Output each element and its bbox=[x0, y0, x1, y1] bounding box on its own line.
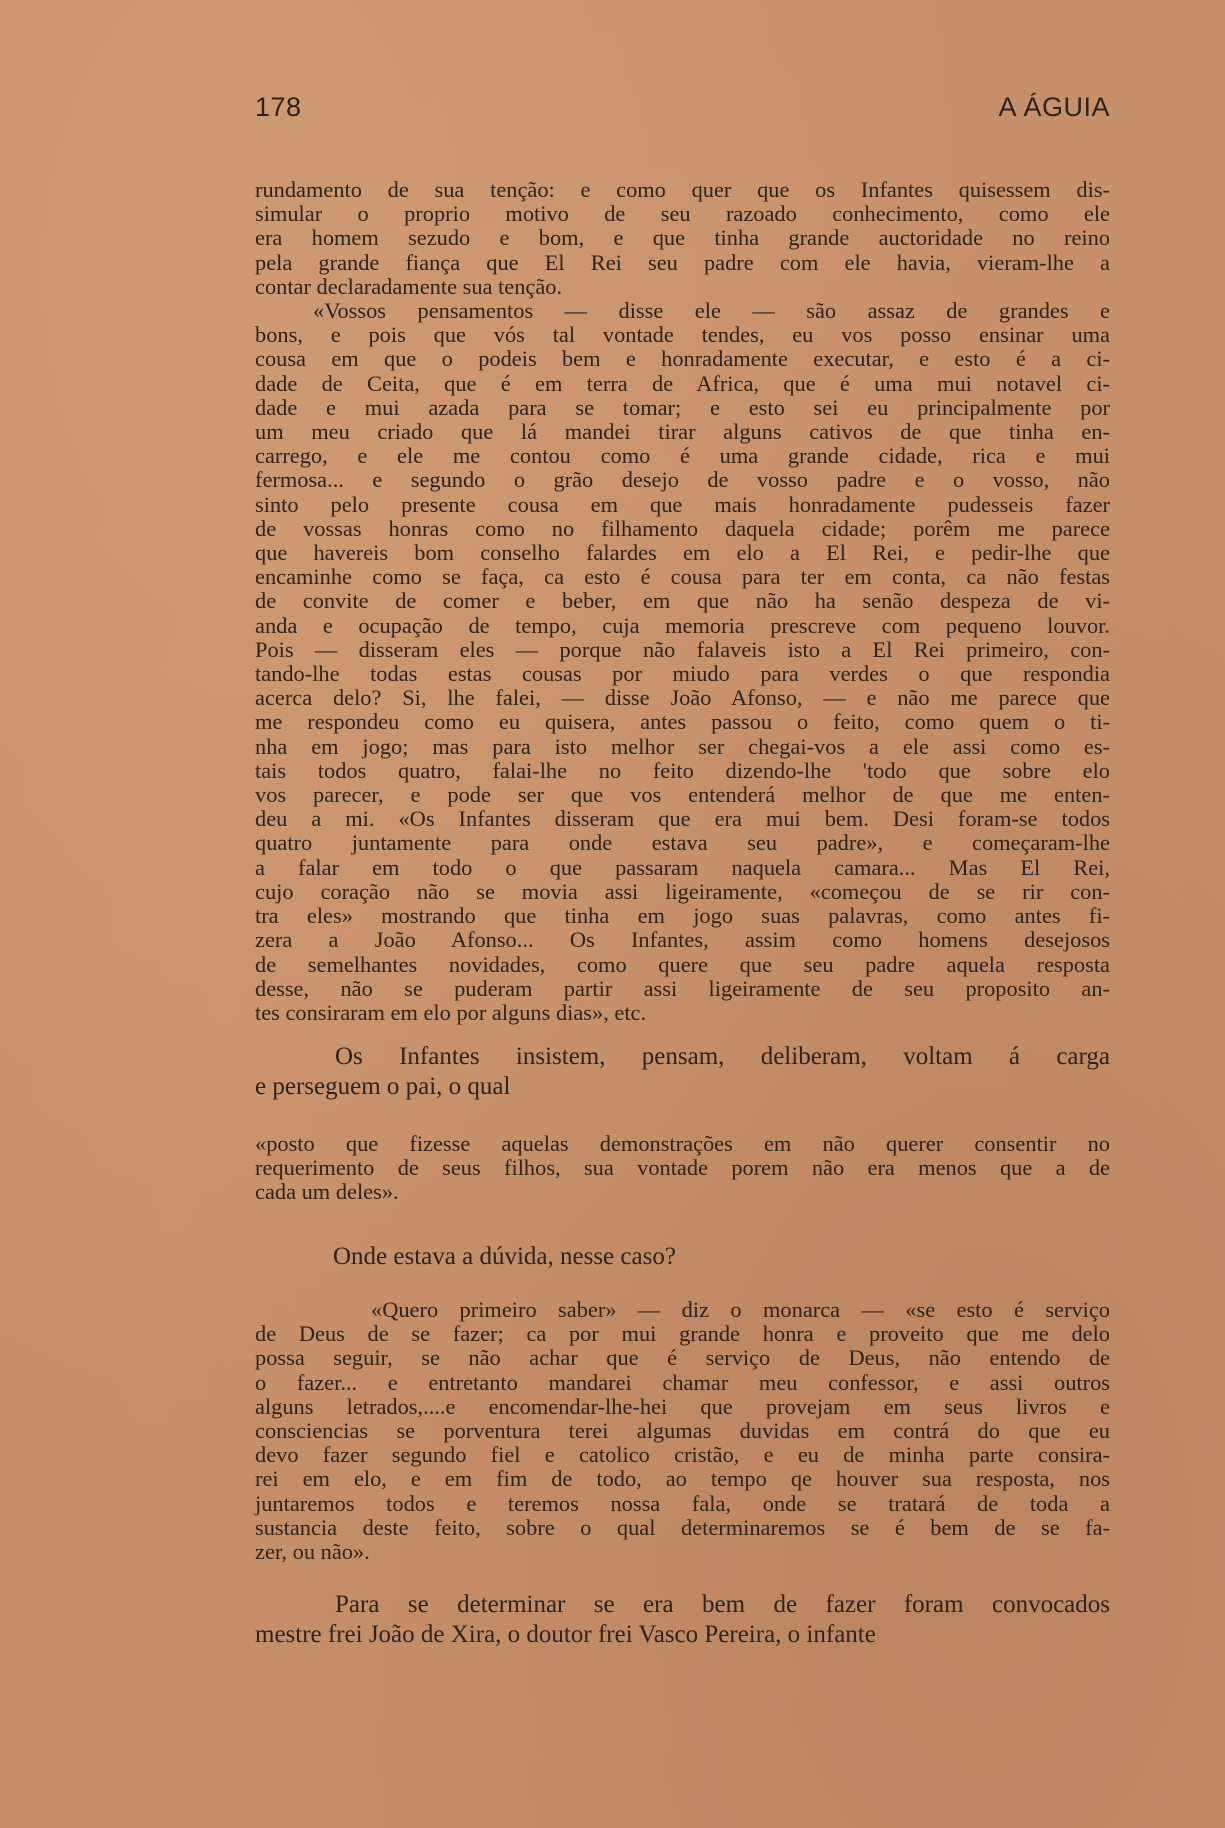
text-line: dade e mui azada para se tomar; e esto sei eu principalmente por bbox=[255, 394, 1110, 420]
text-line: «posto que fizesse aquelas demonstrações em não querer consentir no bbox=[255, 1131, 1110, 1156]
text-line: tando-lhe todas estas cousas por miudo para verdes o que respondia bbox=[255, 661, 1110, 687]
text-line: dade de Ceita, que é em terra de Africa, que é uma mui notavel ci- bbox=[255, 370, 1110, 396]
text-line: simular o proprio motivo de seu razoado conhecimento, como ele bbox=[255, 201, 1110, 227]
text-line: de vossas honras como no filhamento daquela cidade; porêm me parece bbox=[255, 515, 1110, 541]
text-line: que havereis bom conselho falardes em elo a El Rei, e pedir-lhe que bbox=[255, 540, 1110, 566]
text-line: quatro juntamente para onde estava seu padre», e começaram-lhe bbox=[255, 830, 1110, 856]
page-number: 178 bbox=[255, 92, 302, 122]
text-line: sustancia deste feito, sobre o qual determinaremos se é bem de se fa- bbox=[255, 1514, 1110, 1540]
text-line: de semelhantes novidades, como quere que seu padre aquela resposta bbox=[255, 951, 1110, 977]
text-line: sinto pelo presente cousa em que mais honradamente pudesseis fazer bbox=[255, 491, 1110, 517]
text-line: tais todos quatro, falai-lhe no feito dizendo-lhe 'todo que sobre elo bbox=[255, 757, 1110, 783]
running-title: A ÁGUIA bbox=[998, 92, 1110, 122]
text-line: tra eles» mostrando que tinha em jogo suas palavras, como antes fi- bbox=[255, 903, 1110, 929]
text-line: juntaremos todos e teremos nossa fala, onde se tratará de toda a bbox=[255, 1490, 1110, 1516]
text-line: zera a João Afonso... Os Infantes, assim como homens desejosos bbox=[255, 927, 1110, 953]
quote-block-2 bbox=[255, 1132, 1110, 1205]
quote-paragraph-3 bbox=[255, 1298, 1110, 1564]
text-line: alguns letrados,....e encomendar-lhe-hei que provejam em seus livros e bbox=[255, 1393, 1110, 1419]
text-line: bons, e pois que vós tal vontade tendes, eu vos posso ensinar uma bbox=[255, 322, 1110, 348]
text-line: um meu criado que lá mandei tirar alguns cativos de que tinha en- bbox=[255, 419, 1110, 445]
text-line: requerimento de seus filhos, sua vontade porem não era menos que a de bbox=[255, 1155, 1110, 1181]
text-line: devo fazer segundo fiel e catolico cristão, e eu de minha parte consira- bbox=[255, 1442, 1110, 1468]
text-line: era homem sezudo e bom, e que tinha grande auctoridade no reino bbox=[255, 225, 1110, 251]
text-line: fermosa... e segundo o grão desejo de vosso padre e o vosso, não bbox=[255, 467, 1110, 493]
body-paragraph-4 bbox=[255, 1590, 1110, 1650]
text-line: «Quero primeiro saber» — diz o monarca — «se esto é serviço bbox=[371, 1297, 1110, 1322]
text-line: zer, ou não». bbox=[255, 1539, 370, 1565]
text-line: de convite de comer e beber, em que não ha senão despeza de vi- bbox=[255, 588, 1110, 614]
text-line: Os Infantes insistem, pensam, deliberam, voltam á carga bbox=[335, 1043, 1110, 1070]
text-line: «Vossos pensamentos — disse ele — são assaz de grandes e bbox=[313, 298, 1110, 324]
text-line: de Deus de se fazer; ca por mui grande honra e proveito que me delo bbox=[255, 1321, 1110, 1347]
body-paragraph-2 bbox=[255, 1042, 1110, 1102]
text-line: rei em elo, e em fim de todo, ao tempo qe houver sua resposta, nos bbox=[255, 1466, 1110, 1492]
text-line: pela grande fiança que El Rei seu padre com ele havia, vieram-lhe a bbox=[255, 249, 1110, 275]
text-line: a falar em todo o que passaram naquela camara... Mas El Rei, bbox=[255, 854, 1110, 880]
narrative-paragraph-2 bbox=[255, 1242, 1110, 1272]
text-line: cada um deles». bbox=[255, 1179, 399, 1205]
text-line: cousa em que o podeis bem e honradamente executar, e esto é a ci- bbox=[255, 346, 1110, 372]
text-line: Para se determinar se era bem de fazer foram convocados bbox=[335, 1591, 1110, 1618]
text-line: nha em jogo; mas para isto melhor ser chegai-vos a ele assi como es- bbox=[255, 733, 1110, 759]
text-line: possa seguir, se não achar que é serviço de Deus, não entendo de bbox=[255, 1345, 1110, 1371]
text-line: rundamento de sua tenção: e como quer que os Infantes quisessem dis- bbox=[255, 177, 1110, 202]
text-line: encaminhe como se faça, ca esto é cousa para ter em conta, ca não festas bbox=[255, 564, 1110, 590]
text-line: desse, não se puderam partir assi ligeiramente de seu proposito an- bbox=[255, 975, 1110, 1001]
text-line: deu a mi. «Os Infantes disseram que era mui bem. Desi foram-se todos bbox=[255, 806, 1110, 832]
text-line: carrego, e ele me contou como é uma grande cidade, rica e mui bbox=[255, 443, 1110, 469]
text-line: contar declaradamente sua tenção. bbox=[255, 273, 563, 299]
body-paragraph-3 bbox=[255, 1242, 1110, 1272]
page-header bbox=[255, 92, 1110, 132]
text-line: e perseguem o pai, o qual bbox=[255, 1073, 511, 1100]
text-line: Onde estava a dúvida, nesse caso? bbox=[333, 1243, 676, 1270]
text-line: consciencias se porventura terei algumas duvidas em contrá do que eu bbox=[255, 1418, 1110, 1444]
quote-paragraph-2 bbox=[255, 1132, 1110, 1205]
text-line: anda e ocupação de tempo, cuja memoria prescreve com pequeno louvor. bbox=[255, 612, 1110, 638]
text-line: mestre frei João de Xira, o doutor frei Vasco Pereira, o infante bbox=[255, 1621, 876, 1648]
quote-block-3 bbox=[255, 1298, 1110, 1564]
quote-paragraph-1 bbox=[255, 178, 1110, 1025]
text-line: acerca delo? Si, lhe falei, — disse João Afonso, — e não me parece que bbox=[255, 685, 1110, 711]
text-line: tes consiraram em elo por alguns dias», etc. bbox=[255, 999, 647, 1025]
narrative-paragraph-1 bbox=[255, 1042, 1110, 1102]
text-line: cujo coração não se movia assi ligeiramente, «começou de se rir con- bbox=[255, 878, 1110, 904]
quote-block-1 bbox=[255, 178, 1110, 1025]
text-line: o fazer... e entretanto mandarei chamar meu confessor, e assi outros bbox=[255, 1369, 1110, 1395]
text-line: vos parecer, e pode ser que vos entenderá melhor de que me enten- bbox=[255, 782, 1110, 808]
text-line: Pois — disseram eles — porque não falaveis isto a El Rei primeiro, con- bbox=[255, 636, 1110, 662]
text-line: me respondeu como eu quisera, antes passou o feito, como quem o ti- bbox=[255, 709, 1110, 735]
narrative-paragraph-3 bbox=[255, 1590, 1110, 1650]
